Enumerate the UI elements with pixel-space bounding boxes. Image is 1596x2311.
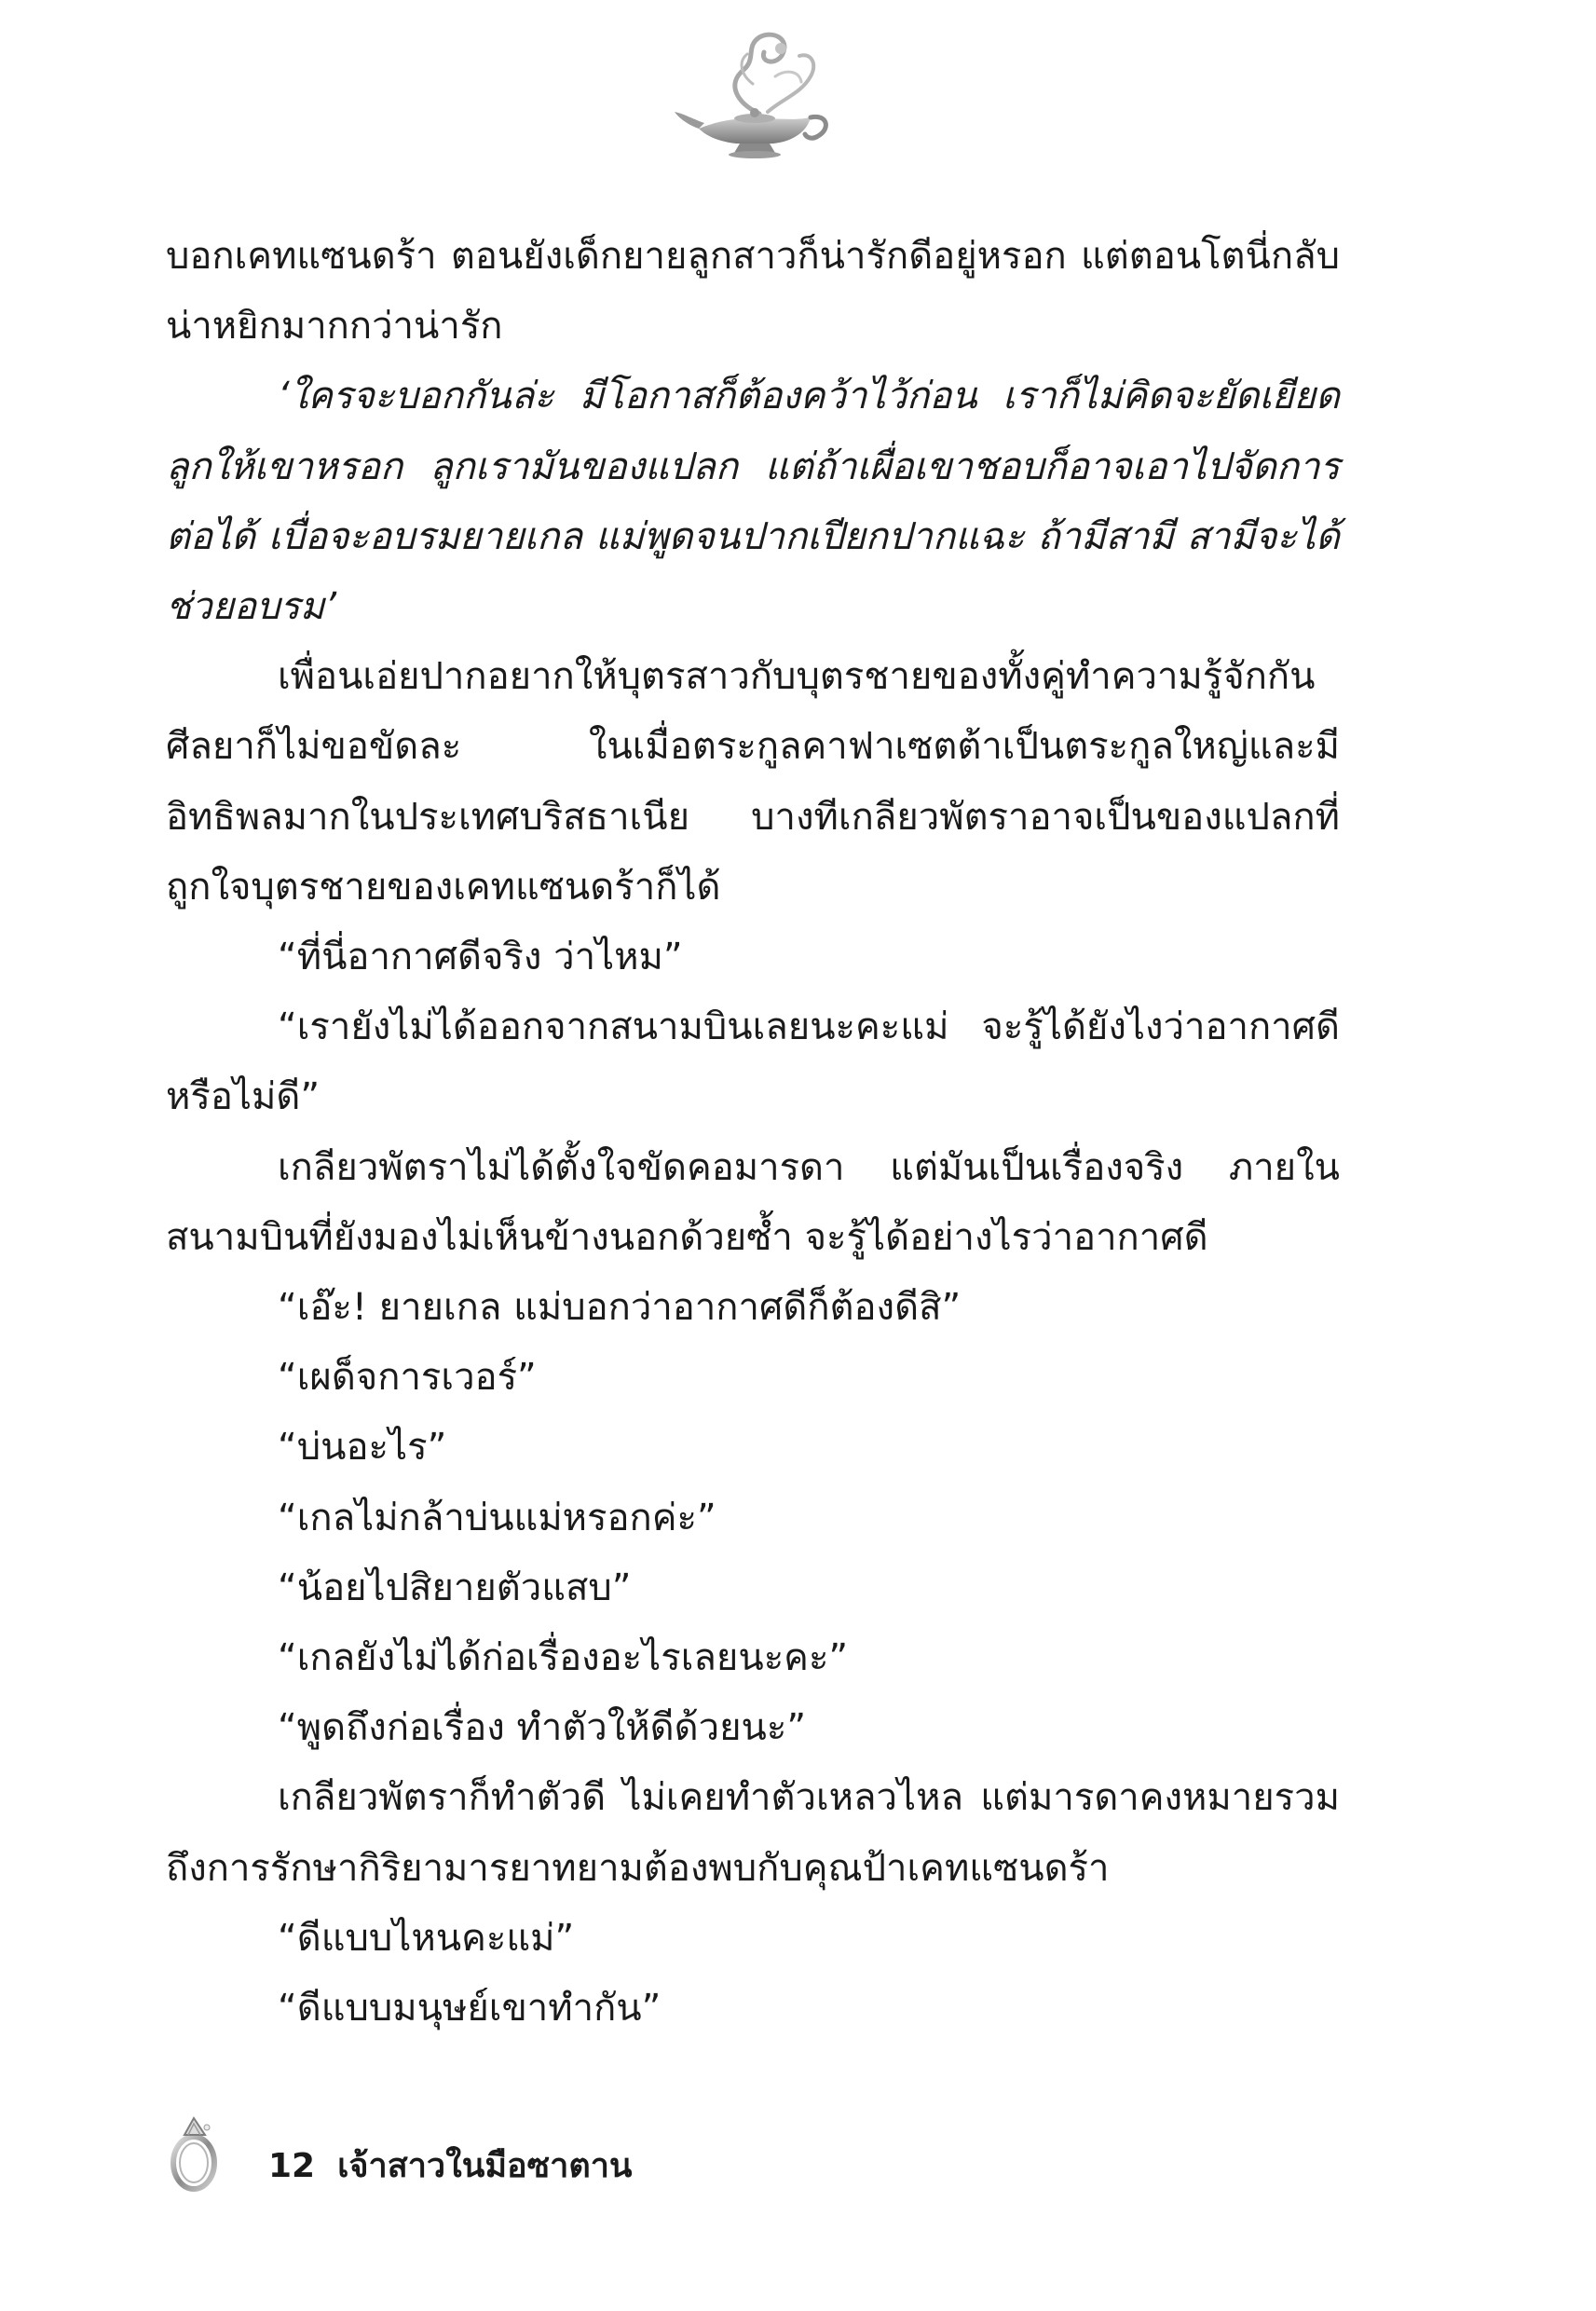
dialogue-line: “เกลยังไม่ได้ก่อเรื่องอะไรเลยนะคะ”	[278, 1636, 849, 1680]
story-text	[166, 222, 1340, 2044]
paragraph-2: ‘ใครจะบอกกันล่ะ มีโอกาสก็ต้องคว้าไว้ก่อน เราก็ไม่คิดจะยัดเยียดลูกให้เขาหรอก ลูกเรามันของแปลก แต่ถ้าเผื่อเขาชอบก็อาจเอาไปจัดการต่อได้ เบื่อจะอบรมยายเกล แม่พูดจนปากเปียกปากแฉะ ถ้ามีสามี สามีจะได้ช่วยอบรม’	[166, 375, 1340, 629]
dialogue-line: “เกลไม่กล้าบ่นแม่หรอกค่ะ”	[278, 1496, 716, 1539]
diamond-ring-icon	[166, 2111, 224, 2195]
dialogue-line: “พูดถึงก่อเรื่อง ทำตัวให้ดีด้วยนะ”	[278, 1706, 807, 1750]
paragraph-3: เพื่อนเอ่ยปากอยากให้บุตรสาวกับบุตรชายของทั้งคู่ทำความรู้จักกัน ศีลยาก็ไม่ขอขัดละ ในเมื่อตระกูลคาฟาเซตต้าเป็นตระกูลใหญ่และมีอิทธิพลมากในประเทศบริสธาเนีย บางทีเกลียวพัตราอาจเป็นของแปลกที่ถูกใจบุตรชายของเคทแซนดร้าก็ได้	[166, 655, 1340, 909]
dialogue-line: “ที่นี่อากาศดีจริง ว่าไหม”	[278, 936, 683, 979]
footer-label	[268, 2139, 633, 2192]
dialogue-line: “เรายังไม่ได้ออกจากสนามบินเลยนะคะแม่ จะรู้ได้ยังไงว่าอากาศดีหรือไม่ดี”	[166, 1005, 1340, 1119]
dialogue-line: “บ่นอะไร”	[278, 1426, 447, 1470]
page-number: 12	[268, 2147, 316, 2185]
paragraph-6: เกลียวพัตราไม่ได้ตั้งใจขัดคอมารดา แต่มันเป็นเรื่องจริง ภายในสนามบินที่ยังมองไม่เห็นข้างนอกด้วยซ้ำ จะรู้ได้อย่างไรว่าอากาศดี	[166, 1145, 1340, 1259]
paragraph-1: บอกเคทแซนดร้า ตอนยังเด็กยายลูกสาวก็น่ารักดีอยู่หรอก แต่ตอนโตนี่กลับน่าหยิกมากกว่าน่ารัก	[166, 235, 1340, 349]
page-footer	[166, 2111, 818, 2213]
book-title: เจ้าสาวในมือซาตาน	[337, 2147, 633, 2185]
dialogue-line: “ดีแบบมนุษย์เขาทำกัน”	[278, 1987, 662, 2031]
dialogue-line: “เอ๊ะ! ยายเกล แม่บอกว่าอากาศดีก็ต้องดีสิ”	[278, 1286, 962, 1330]
dialogue-line: “เผด็จการเวอร์”	[278, 1356, 537, 1400]
paragraph-14: เกลียวพัตราก็ทำตัวดี ไม่เคยทำตัวเหลวไหล แต่มารดาคงหมายรวมถึงการรักษากิริยามารยาทยามต้องพบกับคุณป้าเคทแซนดร้า	[166, 1776, 1340, 1890]
magic-lamp-icon	[671, 28, 839, 163]
dialogue-line: “น้อยไปสิยายตัวแสบ”	[278, 1566, 632, 1609]
dialogue-line: “ดีแบบไหนคะแม่”	[278, 1916, 575, 1960]
